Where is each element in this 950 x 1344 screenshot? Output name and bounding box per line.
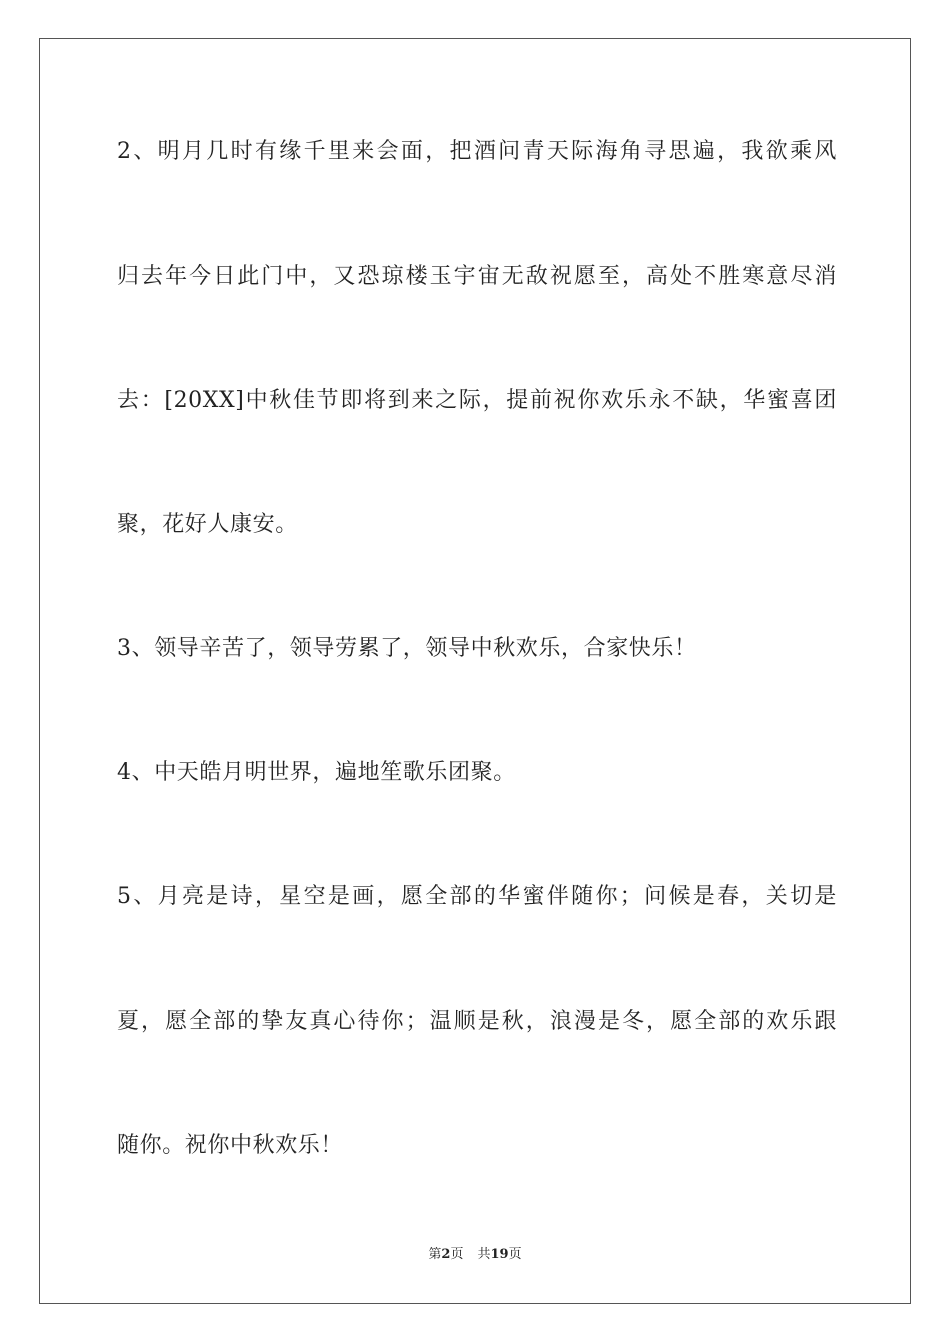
paragraph-2-line-3: 去：[20XX]中秋佳节即将到来之际，提前祝你欢乐永不缺，华蜜喜团: [117, 388, 837, 413]
page-footer: [0, 1246, 950, 1264]
paragraph-3: 3、领导辛苦了，领导劳累了，领导中秋欢乐，合家快乐！: [117, 636, 697, 661]
paragraph-5-line-3: 随你。祝你中秋欢乐！: [117, 1133, 344, 1158]
paragraph-2-line-1: 2、明月几时有缘千里来会面，把酒问青天际海角寻思遍，我欲乘风: [117, 139, 837, 164]
page-suffix: 页: [450, 1247, 464, 1262]
paragraph-2-line-2: 归去年今日此门中，又恐琼楼玉宇宙无敌祝愿至，高处不胜寒意尽消: [117, 264, 837, 289]
paragraph-5-line-2: 夏，愿全部的挚友真心待你；温顺是秋，浪漫是冬，愿全部的欢乐跟: [117, 1009, 837, 1034]
paragraph-4: 4、中天皓月明世界，遍地笙歌乐团聚。: [117, 760, 516, 785]
page-prefix: 第: [428, 1247, 442, 1262]
paragraph-2-line-4: 聚，花好人康安。: [117, 512, 298, 537]
total-prefix: 共: [477, 1247, 491, 1262]
page-number: 2: [441, 1247, 451, 1262]
page-frame: [39, 38, 911, 1304]
total-suffix: 页: [508, 1247, 522, 1262]
total-pages: 19: [490, 1247, 509, 1262]
paragraph-5-line-1: 5、月亮是诗，星空是画，愿全部的华蜜伴随你；问候是春，关切是: [117, 884, 837, 909]
